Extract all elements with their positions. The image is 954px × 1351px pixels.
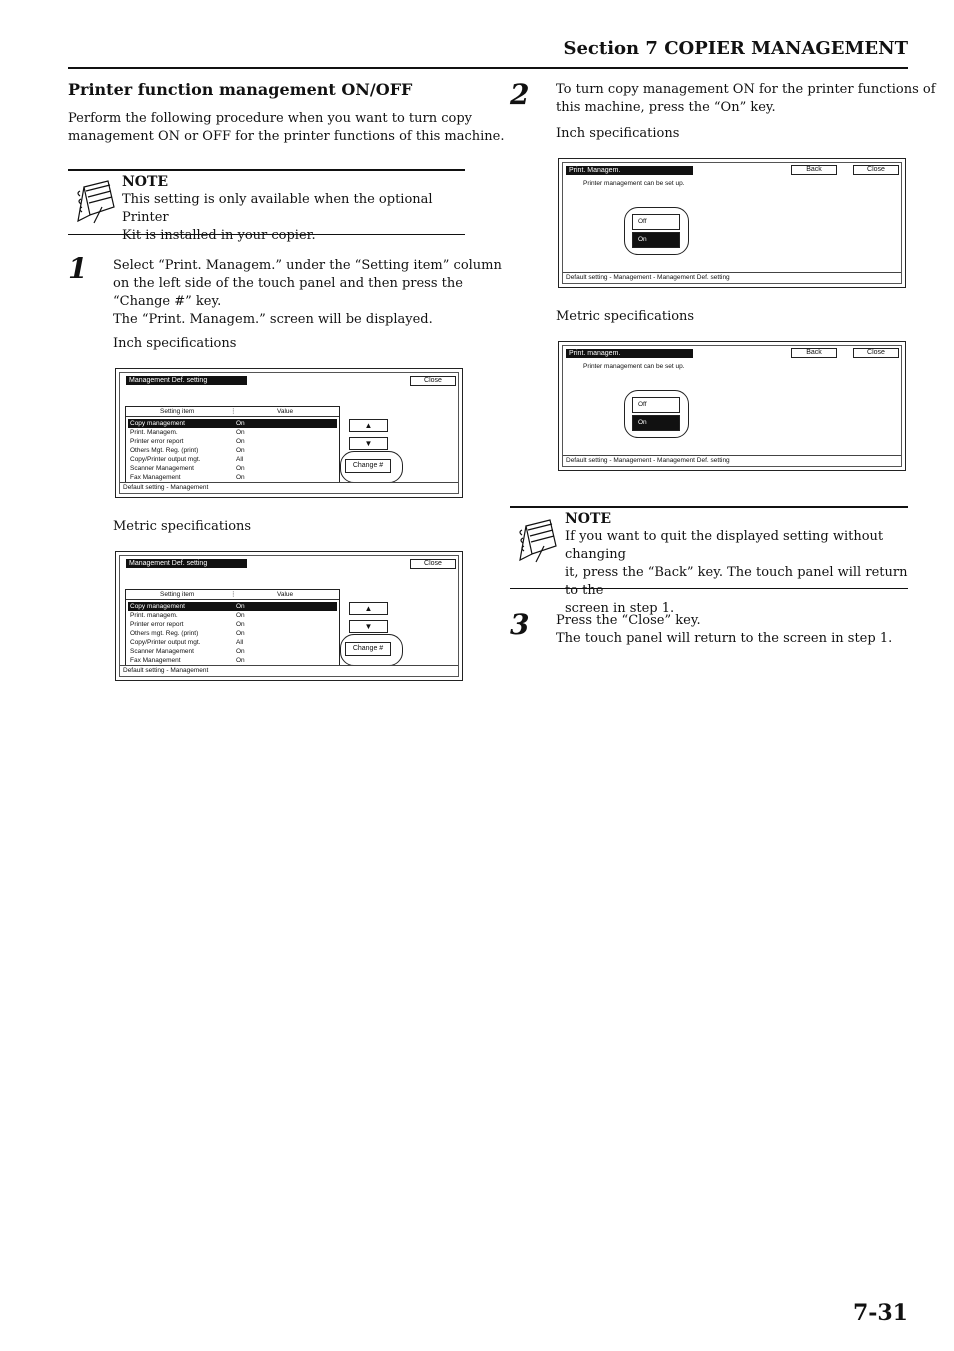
on-button[interactable]: On: [632, 232, 680, 248]
panel-title: Management Def. setting: [126, 376, 247, 385]
metric-spec-label: Metric specifications: [113, 519, 252, 534]
list-item[interactable]: Copy management On: [128, 602, 337, 611]
back-button[interactable]: Back: [791, 165, 837, 175]
step-number-1: 1: [68, 252, 88, 285]
section-header: Section 7 COPIER MANAGEMENT: [563, 38, 908, 59]
print-managem-panel-metric: [558, 341, 906, 471]
scroll-down-button[interactable]: ▼: [349, 620, 388, 633]
col-divider: ⋮: [230, 408, 237, 415]
management-def-panel-metric: [115, 551, 463, 681]
panel-footer: Default setting - Management - Management Def. setting: [563, 455, 901, 466]
list-item[interactable]: Others mgt. Reg. (print) On: [130, 630, 245, 637]
list-item[interactable]: Others Mgt. Reg. (print) On: [130, 447, 245, 454]
list-item[interactable]: Fax Management On: [130, 657, 245, 664]
list-item[interactable]: Printer error report On: [130, 438, 245, 445]
list-item[interactable]: Print. managem. On: [130, 612, 245, 619]
note-text: If you want to quit the displayed setting without changing it, press the “Back” key. The touch panel will return to the screen in step 1.: [565, 529, 908, 616]
note-title: NOTE: [122, 174, 169, 190]
step-number-2: 2: [510, 78, 530, 111]
off-button[interactable]: Off: [632, 214, 680, 230]
section-title: Printer function management ON/OFF: [68, 80, 413, 99]
list-item[interactable]: Copy/Printer output mgt. All: [130, 639, 244, 646]
panel-message: Printer management can be set up.: [583, 180, 685, 187]
close-button[interactable]: Close: [853, 348, 899, 358]
step2-text: To turn copy management ON for the printer functions of this machine, press the “On” key.: [556, 82, 936, 115]
list-item[interactable]: Scanner Management On: [130, 648, 245, 655]
close-button[interactable]: Close: [853, 165, 899, 175]
header-rule: [68, 67, 908, 69]
panel-message: Printer management can be set up.: [583, 363, 685, 370]
col-setting-item: Setting item: [160, 408, 195, 415]
inch-spec-label-2: Inch specifications: [556, 126, 680, 141]
management-def-panel-inch: [115, 368, 463, 498]
col-setting-item: Setting item: [160, 591, 195, 598]
off-button[interactable]: Off: [632, 397, 680, 413]
step3-text: Press the “Close” key. The touch panel will return to the screen in step 1.: [556, 613, 893, 646]
note-box-1: [68, 169, 465, 243]
list-header: [126, 407, 339, 417]
panel-title: Management Def. setting: [126, 559, 247, 568]
page-number: 7-31: [852, 1300, 908, 1326]
panel-footer: Default setting - Management - Management Def. setting: [563, 272, 901, 283]
list-header: [126, 590, 339, 600]
panel-title: Print. Managem.: [566, 166, 693, 175]
list-item[interactable]: Copy management On: [128, 419, 337, 428]
list-item[interactable]: Print. Managem. On: [130, 429, 245, 436]
close-button[interactable]: Close: [410, 376, 456, 386]
panel-title: Print. managem.: [566, 349, 693, 358]
setting-list: [125, 589, 340, 666]
note-pad-icon: [514, 516, 558, 564]
panel-footer: Default setting - Management: [120, 482, 458, 493]
print-managem-panel-inch: [558, 158, 906, 288]
scroll-up-button[interactable]: ▲: [349, 419, 388, 432]
panel-footer: Default setting - Management: [120, 665, 458, 676]
step-number-3: 3: [510, 608, 530, 641]
inch-spec-label: Inch specifications: [113, 336, 237, 351]
scroll-down-button[interactable]: ▼: [349, 437, 388, 450]
change-number-button[interactable]: Change #: [345, 459, 391, 473]
col-value: Value: [277, 591, 294, 598]
list-item[interactable]: Fax Management On: [130, 474, 245, 481]
setting-list: [125, 406, 340, 483]
change-number-button[interactable]: Change #: [345, 642, 391, 656]
on-button[interactable]: On: [632, 415, 680, 431]
note-title: NOTE: [565, 511, 612, 527]
note-box-2: [510, 506, 908, 616]
col-divider: ⋮: [230, 591, 237, 598]
list-item[interactable]: Scanner Management On: [130, 465, 245, 472]
scroll-up-button[interactable]: ▲: [349, 602, 388, 615]
step1-text: Select “Print. Managem.” under the “Setting item” column on the left side of the touch panel and then press the “Change #” key. The “Print. Managem.” screen will be displayed.: [113, 258, 502, 327]
note-text: This setting is only available when the optional Printer Kit is installed in your copier.: [122, 192, 433, 243]
list-item[interactable]: Printer error report On: [130, 621, 245, 628]
intro-paragraph: Perform the following procedure when you want to turn copy management ON or OFF for the printer functions of this machine.: [68, 111, 505, 144]
metric-spec-label-2: Metric specifications: [556, 309, 695, 324]
note-pad-icon: [72, 177, 116, 225]
col-value: Value: [277, 408, 294, 415]
close-button[interactable]: Close: [410, 559, 456, 569]
list-item[interactable]: Copy/Printer output mgt. All: [130, 456, 244, 463]
back-button[interactable]: Back: [791, 348, 837, 358]
